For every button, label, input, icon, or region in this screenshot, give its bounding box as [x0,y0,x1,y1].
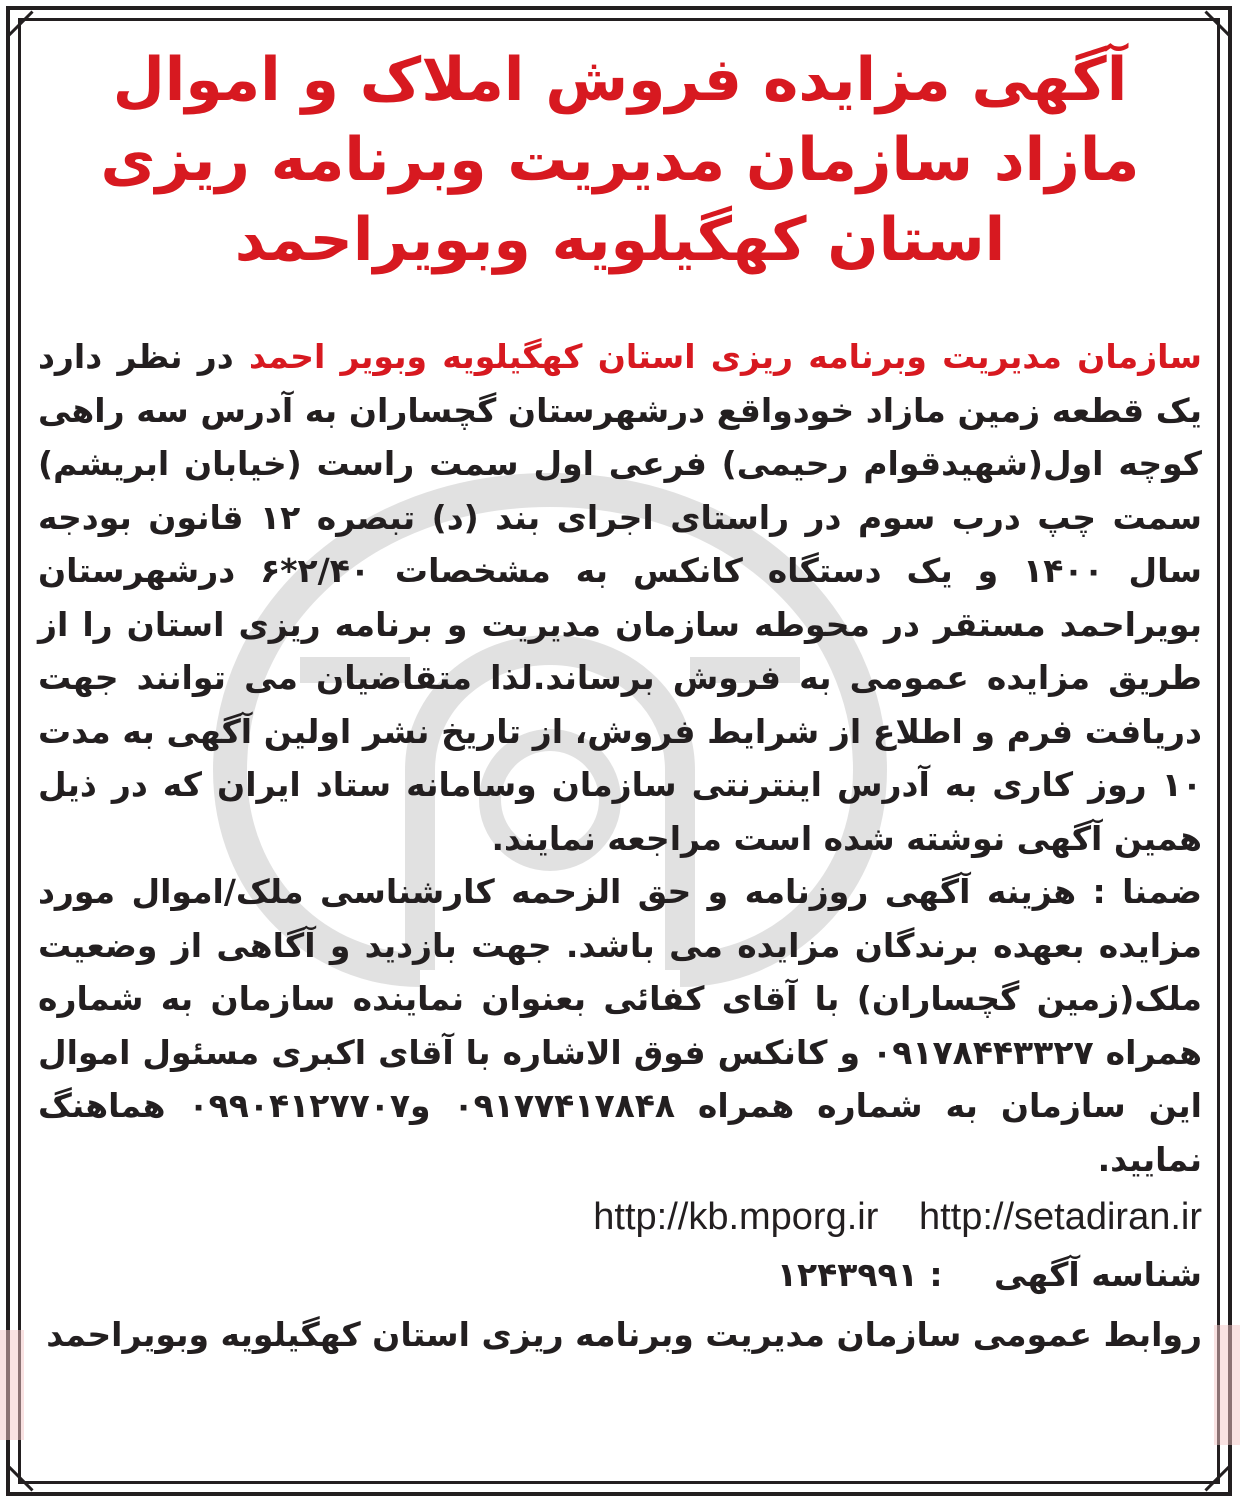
edge-mark-right [1214,1325,1240,1445]
ad-title-line-1: آگهی مزایده فروش املاک و اموال [112,45,1128,115]
ad-id-separator: : [929,1255,943,1294]
ad-id-label: شناسه آگهی [994,1255,1202,1294]
ad-paragraph-1-text: در نظر دارد یک قطعه زمین مازاد خودواقع درشهرستان گچساران به آدرس سه راهی کوچه اول(شهیدقوام رحیمی) فرعی اول سمت راست (خیابان ابریشم) سمت چپ درب سوم در راستای اجرای بند (د) تبصره ۱۲ قانون بودجه سال ۱۴۰۰ و یک دستگاه کانکس به مشخصات ۲/۴۰*۶ درشهرستان بویراحمد مستقر در محوطه سازمان مدیریت و برنامه ریزی استان را از طریق مزایده عمومی به فروش برساند.لذا متقاضیان می توانند جهت دریافت فرم و اطلاع از شرایط فروش، از تاریخ نشر اولین آگهی به مدت ۱۰ روز کاری به آدرس اینترنتی سازمان وسامانه ستاد ایران که در ذیل همین آگهی نوشته شده است مراجعه نمایند. [38,337,1203,858]
ad-title-line-2: مازاد سازمان مدیریت وبرنامه ریزی [100,125,1140,195]
edge-mark-left [0,1330,24,1440]
organization-name: سازمان مدیریت وبرنامه ریزی استان کهگیلویه وبویر احمد [248,337,1202,376]
ad-id-line [38,1246,1202,1304]
ad-content [38,40,1202,1366]
url-setadiran-link[interactable]: http://setadiran.ir [918,1196,1202,1238]
ad-body [38,330,1202,1186]
ad-title-line-3: استان کهگیلویه وبویراحمد [234,205,1006,275]
ad-paragraph-2: ضمنا : هزینه آگهی روزنامه و حق الزحمه کارشناسی ملک/اموال مورد مزایده بعهده برندگان مزایده می باشد. جهت بازدید و آگاهی از وضعیت ملک(زمین گچساران) با آقای کفائی بعنوان نماینده سازمان به شماره همراه ۰۹۱۷۸۴۴۳۳۲۷ و کانکس فوق الاشاره با آقای اکبری مسئول اموال این سازمان به شماره همراه ۰۹۱۷۷۴۱۷۸۴۸ و۰۹۹۰۴۱۲۷۷۰۷ هماهنگ نمایید. [38,872,1202,1179]
ad-paragraph-1 [38,330,1202,865]
website-links [38,1188,1202,1246]
url-mporg-link[interactable]: http://kb.mporg.ir [593,1196,879,1238]
ad-id-value: ۱۲۴۳۹۹۱ [776,1255,918,1294]
ad-title [38,40,1202,280]
ad-signature: روابط عمومی سازمان مدیریت وبرنامه ریزی استان کهگیلویه وبویراحمد [46,1315,1202,1354]
